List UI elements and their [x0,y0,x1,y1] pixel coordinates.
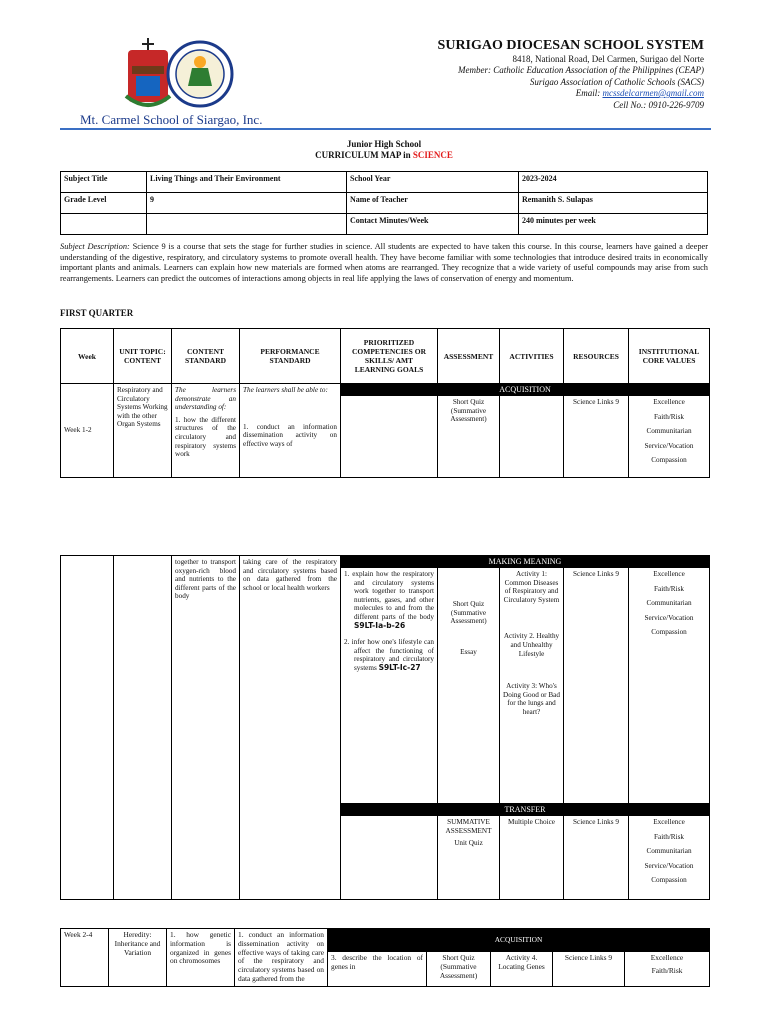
competency-2: 2. infer how one's lifestyle can affect the functioning of respiratory and circulatory systems S9LT-Ic-27 [344,638,435,672]
core-value: Faith/Risk [654,584,684,593]
assessment-cell [438,568,500,804]
title-line1: Junior High School [346,139,422,149]
core-value: Excellence [653,570,685,578]
activity-cell: Activity 4. Locating Genes [491,952,553,986]
core-value: Communitarian [646,847,692,856]
transfer-resources: Science Links 9 [564,816,629,900]
core-values-cell [629,396,710,478]
assessment-essay: Essay [460,647,477,656]
document-title [0,139,768,161]
activities-cell [500,568,564,804]
resources-cell: Science Links 9 [564,568,629,804]
week-cell [61,556,114,900]
core-value: Communitarian [646,427,692,436]
core-value: Service/Vocation [644,861,694,870]
contact-value: 240 minutes per week [519,214,708,235]
core-value: Compassion [651,628,687,637]
title-line2 [0,150,768,161]
email-line [438,88,704,100]
week-cell: Week 2-4 [61,929,109,987]
col-performance-standard: PERFORMANCE STANDARD [240,329,341,384]
competency-cell [341,816,438,900]
teacher-label: Name of Teacher [347,193,519,214]
activity-cell [500,396,564,478]
col-activities: ACTIVITIES [500,329,564,384]
performance-standard-cell: 1. conduct an information dissemination activity on effective ways of taking care of the respiratory and circulatory systems based on data gathered from the [235,929,328,987]
core-value: Excellence [653,818,685,826]
col-resources: RESOURCES [564,329,629,384]
competency-cell [341,396,438,478]
topic-cell [114,556,172,900]
col-competencies: PRIORITIZED COMPETENCIES OR SKILLS/ AMT LEARNING GOALS [341,329,438,384]
phase-transfer-bar: TRANSFER [341,804,710,816]
subject-title-label: Subject Title [61,172,147,193]
core-value: Faith/Risk [651,966,683,976]
activity-3: Activity 3: Who's Doing Good or Bad for the lungs and heart? [503,682,560,716]
subject-word: SCIENCE [412,150,453,160]
summative-cell [438,816,500,900]
system-name: SURIGAO DIOCESAN SCHOOL SYSTEM [437,38,704,53]
description-label: Subject Description: [60,242,130,251]
core-values-cell [629,568,710,804]
core-values-cell [625,952,710,986]
performance-standard-cell [240,384,341,478]
description-text: Science 9 is a course that sets the stage for further studies in science. All students are expected to have taken this course. In this course, learners have gained a deeper understanding of the digestive, respiratory, and circulatory systems to promote overall health. They have become familiar with some technologies that introduce desired traits in economically important plants and animals. Learners can explain how new materials are formed when atoms are rearranged. They recognize that a wide variety of useful compounds may arise from such rearrangements. Learners can predict the outcomes of interactions among objects in real life applying the laws of conservation of energy and momentum. [60,242,709,283]
teacher-value: Remanith S. Sulapas [519,193,708,214]
col-content-standard: CONTENT STANDARD [172,329,240,384]
quarter-heading: FIRST QUARTER [60,308,134,318]
header-divider [60,128,711,130]
col-unit-topic: UNIT TOPIC: CONTENT [114,329,172,384]
activity-1: Activity 1: Common Diseases of Respiratory and Circulatory System [503,570,560,604]
core-value: Excellence [653,398,685,406]
assessment-cell: Short Quiz (Summative Assessment) [427,952,491,986]
school-seal-logo [118,36,268,114]
subject-title-value: Living Things and Their Environment [147,172,347,193]
email-link[interactable]: mcssdelcarmen@gmail.com [602,88,704,98]
info-table [60,171,708,235]
title-prefix: CURRICULUM MAP in [315,150,411,160]
member-line: Member: Catholic Education Association of the Philippines (CEAP) [457,65,704,75]
core-value: Faith/Risk [654,412,684,421]
contact-label: Contact Minutes/Week [347,214,519,235]
core-value: Compassion [651,456,687,465]
content-standard-cell: 1. how genetic information is organized in genes on chromosomes [167,929,235,987]
col-week: Week [61,329,114,384]
assessment-cell: Short Quiz (Summative Assessment) [438,396,500,478]
core-value: Excellence [650,953,684,963]
resources-cell: Science Links 9 [553,952,625,986]
curriculum-map-table-1 [60,328,710,478]
content-standard-cell [172,384,240,478]
core-value: Faith/Risk [654,832,684,841]
school-year-value: 2023-2024 [519,172,708,193]
content-intro: The learners demonstrate an understanding of: [175,386,236,412]
core-value: Service/Vocation [644,613,694,622]
empty-cell [61,214,147,235]
subject-description [60,242,708,284]
curriculum-map-table-2 [60,555,710,900]
performance-item: 1. conduct an information dissemination activity on effective ways of [243,422,337,448]
competency-cell: 3. describe the location of genes in [328,952,427,986]
resources-cell: Science Links 9 [564,396,629,478]
week-cell: Week 1-2 [61,384,114,478]
content-item: 1. how the different structures of the circulatory and respiratory systems work [175,415,236,459]
content-standard-cont: together to transport oxygen-rich blood and nutrients to the different parts of the body [172,556,240,900]
core-value: Service/Vocation [644,441,694,450]
core-value: Compassion [651,876,687,885]
topic-cell: Respiratory and Circulatory Systems Working with the other Organ Systems [114,384,172,478]
phase-acquisition-bar: ACQUISITION [341,384,710,396]
association-line: Surigao Association of Catholic Schools (SACS) [529,76,704,87]
performance-standard-cont: taking care of the respiratory and circulatory systems based on data gathered from the school or local health workers [240,556,341,900]
competency-cell [341,568,438,804]
cell-line: Cell No.: 0910-226-9709 [613,99,704,110]
core-value: Communitarian [646,599,692,608]
grade-level-value: 9 [147,193,347,214]
curriculum-map-table-3 [60,928,710,987]
address: 8418, National Road, Del Carmen, Surigao del Norte [512,53,704,64]
core-values-cell [629,816,710,900]
phase-acquisition-bar: ACQUISITION [328,929,710,952]
transfer-activity: Multiple Choice [500,816,564,900]
grade-level-label: Grade Level [61,193,147,214]
assessment-quiz: Short Quiz (Summative Assessment) [450,600,487,626]
unit-quiz: Unit Quiz [454,839,483,848]
topic-cell: Heredity: Inheritance and Variation [109,929,167,987]
col-core-values: INSTITUTIONAL CORE VALUES [629,329,710,384]
performance-intro: The learners shall be able to: [243,386,328,394]
empty-cell [147,214,347,235]
competency-1: 1. explain how the respiratory and circulatory systems work together to transport nutrients, gases, and other molecules to and from the different parts of the body S9LT-Ia-b-26 [344,570,435,630]
school-year-label: School Year [347,172,519,193]
email-label: Email: [575,88,601,98]
phase-making-meaning-bar: MAKING MEANING [341,556,710,568]
col-assessment: ASSESSMENT [438,329,500,384]
school-name: Mt. Carmel School of Siargao, Inc. [80,112,263,127]
summative-label: SUMMATIVE ASSESSMENT [445,818,492,835]
activity-2: Activity 2. Healthy and Unhealthy Lifestyle [503,632,560,658]
header-info-block [438,40,704,111]
